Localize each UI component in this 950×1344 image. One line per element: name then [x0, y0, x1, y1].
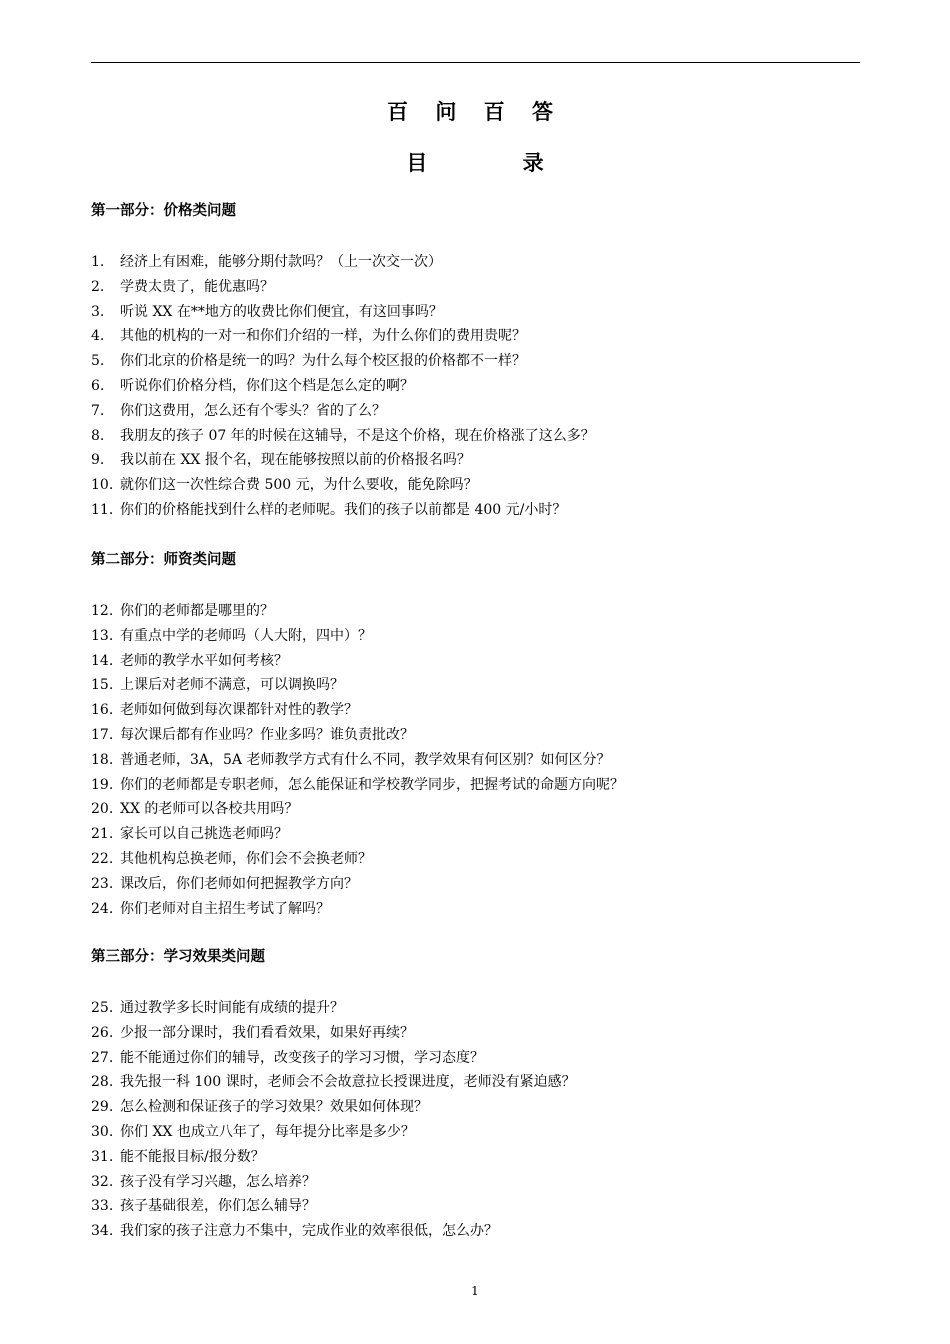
- item-text: 上课后对老师不满意，可以调换吗？: [120, 677, 344, 694]
- item-number: 33.: [91, 1198, 114, 1215]
- item-text: 你们的老师都是专职老师，怎么能保证和学校教学同步，把握考试的命题方向呢？: [120, 776, 624, 793]
- toc-item: [91, 1046, 871, 1071]
- item-text: 就你们这一次性综合费 500 元，为什么要收，能免除吗？: [120, 477, 478, 494]
- section-title: 第一部分：价格类问题: [91, 202, 236, 219]
- item-number: 34.: [91, 1223, 114, 1240]
- item-text: 孩子没有学习兴趣，怎么培养？: [120, 1173, 316, 1190]
- item-number: 16.: [91, 702, 114, 719]
- item-number: 13.: [91, 627, 114, 644]
- toc-item: [91, 250, 871, 275]
- item-text: 你们老师对自主招生考试了解吗？: [120, 900, 330, 917]
- item-number: 7.: [91, 402, 105, 419]
- document-title: 百 问 百 答: [387, 99, 563, 124]
- item-number: 6.: [91, 377, 105, 394]
- page-number: 1: [471, 1284, 479, 1298]
- item-text: 经济上有困难，能够分期付款吗？（上一次交一次）: [120, 254, 442, 270]
- item-number: 10.: [91, 477, 114, 494]
- toc-item: [91, 1145, 871, 1170]
- toc-item: [91, 275, 871, 300]
- toc-item: [91, 1021, 871, 1046]
- item-text: 有重点中学的老师吗（人大附，四中）？: [120, 627, 372, 644]
- item-number: 24.: [91, 900, 114, 917]
- section-title: 第三部分：学习效果类问题: [91, 948, 265, 965]
- item-number: 18.: [91, 751, 114, 768]
- toc-item: [91, 797, 871, 822]
- section-teachers: [91, 550, 871, 921]
- item-number: 5.: [91, 353, 105, 370]
- toc-item: [91, 748, 871, 773]
- toc-item: [91, 698, 871, 723]
- toc-item: [91, 300, 871, 325]
- toc-heading: 目 录: [406, 150, 588, 175]
- item-number: 8.: [91, 427, 105, 444]
- item-text: 我先报一科 100 课时，老师会不会故意拉长授课进度，老师没有紧迫感？: [120, 1074, 576, 1091]
- item-number: 12.: [91, 603, 114, 619]
- item-number: 1.: [91, 254, 105, 270]
- item-text: 你们这费用，怎么还有个零头？省的了么？: [120, 402, 386, 419]
- item-text: 你们的价格能找到什么样的老师呢。我们的孩子以前都是 400 元/小时？: [120, 501, 567, 518]
- item-text: 其他机构总换老师，你们会不会换老师？: [120, 850, 372, 867]
- item-text: 通过教学多长时间能有成绩的提升？: [120, 1000, 344, 1016]
- toc-item: [91, 324, 871, 349]
- item-text: 普通老师，3A，5A 老师教学方式有什么不同，教学效果有何区别？如何区分？: [120, 751, 611, 768]
- item-number: 32.: [91, 1173, 114, 1190]
- item-text: 能不能报目标/报分数？: [120, 1148, 265, 1165]
- item-text: 我以前在 XX 报个名，现在能够按照以前的价格报名吗？: [120, 452, 471, 469]
- toc-item: [91, 599, 871, 624]
- item-number: 30.: [91, 1123, 114, 1140]
- toc-item: [91, 448, 871, 473]
- toc-item: [91, 498, 871, 523]
- item-number: 31.: [91, 1148, 114, 1165]
- item-text: 我朋友的孩子 07 年的时候在这辅导，不是这个价格，现在价格涨了这么多？: [120, 427, 595, 444]
- item-text: 老师如何做到每次课都针对性的教学？: [120, 702, 358, 719]
- item-text: 其他的机构的一对一和你们介绍的一样，为什么你们的费用贵呢？: [120, 328, 526, 345]
- item-number: 22.: [91, 850, 114, 867]
- item-number: 21.: [91, 826, 114, 843]
- toc-item: [91, 872, 871, 897]
- item-text: 孩子基础很差，你们怎么辅导？: [120, 1198, 316, 1215]
- item-number: 4.: [91, 328, 105, 345]
- toc-item: [91, 349, 871, 374]
- question-list: [91, 599, 871, 921]
- toc-item: [91, 773, 871, 798]
- item-number: 19.: [91, 776, 114, 793]
- item-number: 27.: [91, 1049, 114, 1066]
- toc-item: [91, 424, 871, 449]
- item-number: 20.: [91, 801, 114, 818]
- question-list: [91, 996, 871, 1244]
- item-number: 9.: [91, 452, 105, 469]
- item-text: 少报一部分课时，我们看看效果，如果好再续？: [120, 1024, 414, 1041]
- item-text: 听说 XX 在**地方的收费比你们便宜，有这回事吗？: [120, 303, 443, 320]
- item-number: 15.: [91, 677, 114, 694]
- question-list: [91, 250, 871, 523]
- item-text: 你们的老师都是哪里的？: [120, 603, 274, 619]
- item-number: 26.: [91, 1024, 114, 1041]
- toc-item: [91, 822, 871, 847]
- header-rule: [91, 62, 860, 63]
- toc-item: [91, 723, 871, 748]
- toc-item: [91, 1070, 871, 1095]
- item-number: 28.: [91, 1074, 114, 1091]
- item-number: 17.: [91, 726, 114, 743]
- toc-item: [91, 673, 871, 698]
- toc-item: [91, 1095, 871, 1120]
- item-text: 我们家的孩子注意力不集中，完成作业的效率很低，怎么办？: [120, 1223, 498, 1240]
- toc-item: [91, 1194, 871, 1219]
- toc-item: [91, 649, 871, 674]
- toc-item: [91, 1170, 871, 1195]
- item-text: 怎么检测和保证孩子的学习效果？效果如何体现？: [120, 1099, 428, 1116]
- item-number: 3.: [91, 303, 105, 320]
- item-text: 课改后，你们老师如何把握教学方向？: [120, 875, 358, 892]
- toc-item: [91, 473, 871, 498]
- toc-item: [91, 847, 871, 872]
- item-text: 听说你们价格分档，你们这个档是怎么定的啊？: [120, 377, 414, 394]
- item-number: 14.: [91, 652, 114, 669]
- section-pricing: [91, 201, 871, 523]
- item-number: 29.: [91, 1099, 114, 1116]
- section-learning-results: [91, 947, 871, 1244]
- item-number: 25.: [91, 1000, 114, 1016]
- item-number: 23.: [91, 875, 114, 892]
- item-text: 学费太贵了，能优惠吗？: [120, 278, 274, 295]
- item-text: 家长可以自己挑选老师吗？: [120, 826, 288, 843]
- item-text: 每次课后都有作业吗？作业多吗？谁负责批改？: [120, 726, 414, 743]
- section-title: 第二部分：师资类问题: [91, 551, 236, 568]
- item-text: 你们北京的价格是统一的吗？为什么每个校区报的价格都不一样？: [120, 353, 526, 370]
- item-text: XX 的老师可以各校共用吗？: [120, 801, 299, 818]
- toc-item: [91, 624, 871, 649]
- toc-item: [91, 374, 871, 399]
- item-number: 11.: [91, 501, 114, 518]
- item-text: 你们 XX 也成立八年了，每年提分比率是多少？: [120, 1123, 415, 1140]
- toc-item: [91, 897, 871, 922]
- item-text: 老师的教学水平如何考核？: [120, 652, 288, 669]
- toc-item: [91, 399, 871, 424]
- toc-item: [91, 996, 871, 1021]
- toc-item: [91, 1120, 871, 1145]
- item-text: 能不能通过你们的辅导，改变孩子的学习习惯，学习态度？: [120, 1049, 484, 1066]
- toc-item: [91, 1219, 871, 1244]
- item-number: 2.: [91, 278, 105, 295]
